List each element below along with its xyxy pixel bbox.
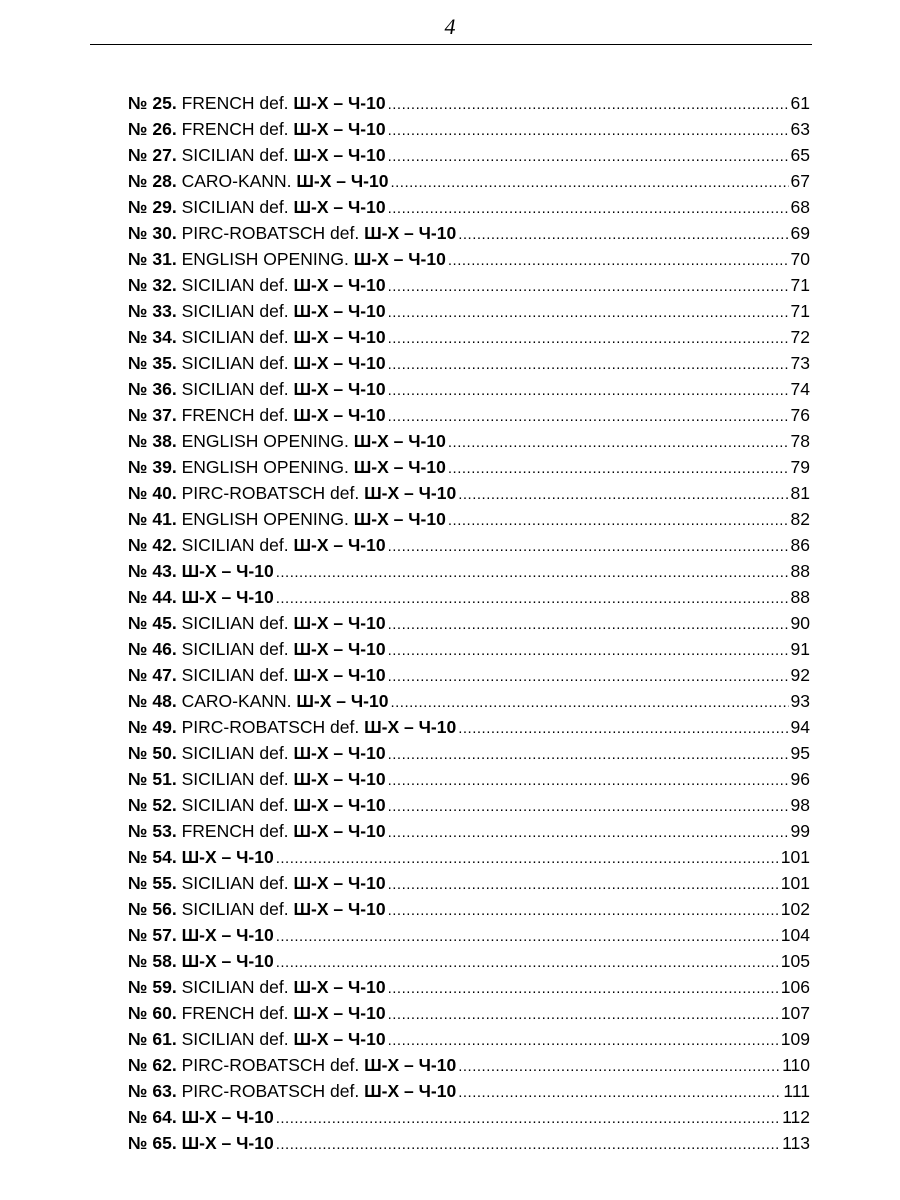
entry-opening: SICILIAN def. (181, 353, 289, 373)
entry-number: № 65. (128, 1133, 177, 1153)
toc-entry (128, 376, 810, 402)
entry-opening: SICILIAN def. (181, 301, 289, 321)
entry-opening: SICILIAN def. (181, 899, 289, 919)
toc-entry (128, 324, 810, 350)
toc-entry (128, 844, 810, 870)
entry-opening: SICILIAN def. (181, 327, 289, 347)
entry-number: № 37. (128, 405, 177, 425)
toc-entry (128, 428, 810, 454)
entry-opening: SICILIAN def. (181, 613, 289, 633)
entry-opening: ENGLISH OPENING. (181, 431, 349, 451)
toc-entry (128, 272, 810, 298)
entry-page: 65 (790, 145, 810, 165)
toc-entry (128, 1052, 810, 1078)
toc-entry (128, 896, 810, 922)
entry-page: 78 (790, 431, 810, 451)
entry-opening: SICILIAN def. (181, 769, 289, 789)
entry-opening: PIRC-ROBATSCH def. (181, 483, 360, 503)
dot-leader (458, 716, 788, 742)
header-rule (90, 44, 812, 45)
entry-opening: ENGLISH OPENING. (181, 509, 349, 529)
page-number: 4 (444, 14, 456, 39)
entry-page: 88 (790, 587, 810, 607)
entry-code: Ш-Х – Ч-10 (293, 327, 386, 347)
entry-code: Ш-Х – Ч-10 (293, 665, 386, 685)
toc-entry (128, 766, 810, 792)
entry-number: № 29. (128, 197, 177, 217)
entry-number: № 64. (128, 1107, 177, 1127)
dot-leader (388, 976, 779, 1002)
entry-code: Ш-Х – Ч-10 (293, 93, 386, 113)
entry-opening: FRENCH def. (181, 821, 289, 841)
dot-leader (458, 222, 788, 248)
dot-leader (388, 742, 789, 768)
entry-code: Ш-Х – Ч-10 (293, 535, 386, 555)
entry-code: Ш-Х – Ч-10 (293, 1003, 386, 1023)
entry-number: № 33. (128, 301, 177, 321)
entry-page: 69 (790, 223, 810, 243)
entry-page: 107 (780, 1003, 810, 1023)
entry-page: 71 (790, 275, 810, 295)
dot-leader (276, 846, 779, 872)
dot-leader (390, 690, 788, 716)
toc-entry (128, 220, 810, 246)
dot-leader (388, 664, 789, 690)
entry-number: № 31. (128, 249, 177, 269)
entry-page: 91 (790, 639, 810, 659)
toc-entry (128, 740, 810, 766)
entry-code: Ш-Х – Ч-10 (293, 197, 386, 217)
entry-number: № 57. (128, 925, 177, 945)
entry-code: Ш-Х – Ч-10 (293, 873, 386, 893)
toc-entry (128, 558, 810, 584)
toc-entry (128, 818, 810, 844)
entry-opening: SICILIAN def. (181, 275, 289, 295)
entry-opening: PIRC-ROBATSCH def. (181, 1055, 360, 1075)
entry-code: Ш-Х – Ч-10 (181, 951, 274, 971)
entry-number: № 39. (128, 457, 177, 477)
entry-number: № 58. (128, 951, 177, 971)
entry-number: № 61. (128, 1029, 177, 1049)
entry-page: 105 (780, 951, 810, 971)
dot-leader (388, 820, 789, 846)
entry-code: Ш-Х – Ч-10 (293, 353, 386, 373)
entry-opening: SICILIAN def. (181, 379, 289, 399)
entry-number: № 51. (128, 769, 177, 789)
entry-code: Ш-Х – Ч-10 (293, 613, 386, 633)
entry-code: Ш-Х – Ч-10 (181, 925, 274, 945)
entry-number: № 45. (128, 613, 177, 633)
entry-page: 90 (790, 613, 810, 633)
entry-number: № 48. (128, 691, 177, 711)
entry-page: 106 (780, 977, 810, 997)
entry-opening: SICILIAN def. (181, 145, 289, 165)
entry-code: Ш-Х – Ч-10 (353, 431, 446, 451)
entry-code: Ш-Х – Ч-10 (364, 1081, 457, 1101)
entry-number: № 53. (128, 821, 177, 841)
entry-number: № 52. (128, 795, 177, 815)
dot-leader (388, 612, 789, 638)
entry-code: Ш-Х – Ч-10 (293, 301, 386, 321)
entry-page: 110 (782, 1055, 810, 1075)
entry-code: Ш-Х – Ч-10 (353, 457, 446, 477)
entry-page: 109 (780, 1029, 810, 1049)
dot-leader (448, 508, 789, 534)
toc-entry (128, 636, 810, 662)
dot-leader (388, 118, 789, 144)
toc-entry (128, 506, 810, 532)
dot-leader (276, 924, 779, 950)
entry-page: 76 (790, 405, 810, 425)
toc-entry (128, 792, 810, 818)
toc-entry (128, 584, 810, 610)
entry-number: № 25. (128, 93, 177, 113)
dot-leader (448, 456, 789, 482)
entry-number: № 44. (128, 587, 177, 607)
toc-entry (128, 116, 810, 142)
entry-opening: FRENCH def. (181, 119, 289, 139)
toc-entry (128, 1026, 810, 1052)
dot-leader (276, 586, 789, 612)
toc-entry (128, 480, 810, 506)
toc-entry (128, 90, 810, 116)
entry-opening: CARO-KANN. (181, 171, 292, 191)
entry-number: № 32. (128, 275, 177, 295)
dot-leader (388, 378, 789, 404)
entry-code: Ш-Х – Ч-10 (364, 717, 457, 737)
toc-entry (128, 610, 810, 636)
entry-page: 79 (790, 457, 810, 477)
toc-entry (128, 974, 810, 1000)
entry-number: № 35. (128, 353, 177, 373)
entry-code: Ш-Х – Ч-10 (353, 249, 446, 269)
dot-leader (388, 1002, 779, 1028)
dot-leader (388, 1028, 779, 1054)
toc-entry (128, 168, 810, 194)
entry-code: Ш-Х – Ч-10 (293, 275, 386, 295)
dot-leader (388, 92, 789, 118)
entry-number: № 54. (128, 847, 177, 867)
entry-page: 102 (780, 899, 810, 919)
entry-page: 88 (790, 561, 810, 581)
entry-code: Ш-Х – Ч-10 (364, 223, 457, 243)
entry-page: 71 (790, 301, 810, 321)
toc-entry (128, 298, 810, 324)
entry-code: Ш-Х – Ч-10 (293, 119, 386, 139)
dot-leader (388, 326, 789, 352)
dot-leader (388, 144, 789, 170)
entry-page: 113 (782, 1133, 810, 1153)
toc-entry (128, 948, 810, 974)
toc-entry (128, 662, 810, 688)
entry-opening: FRENCH def. (181, 1003, 289, 1023)
entry-page: 99 (790, 821, 810, 841)
entry-opening: FRENCH def. (181, 93, 289, 113)
entry-page: 111 (783, 1081, 810, 1101)
entry-page: 96 (790, 769, 810, 789)
table-of-contents (128, 90, 810, 1156)
toc-entry (128, 870, 810, 896)
entry-page: 112 (782, 1107, 810, 1127)
entry-number: № 49. (128, 717, 177, 737)
entry-page: 86 (790, 535, 810, 555)
dot-leader (448, 248, 789, 274)
entry-page: 70 (790, 249, 810, 269)
entry-opening: SICILIAN def. (181, 665, 289, 685)
entry-number: № 46. (128, 639, 177, 659)
entry-opening: SICILIAN def. (181, 639, 289, 659)
entry-page: 101 (780, 873, 810, 893)
entry-opening: SICILIAN def. (181, 197, 289, 217)
entry-opening: SICILIAN def. (181, 1029, 289, 1049)
entry-page: 72 (790, 327, 810, 347)
entry-code: Ш-Х – Ч-10 (364, 1055, 457, 1075)
dot-leader (388, 352, 789, 378)
entry-opening: CARO-KANN. (181, 691, 292, 711)
entry-code: Ш-Х – Ч-10 (293, 821, 386, 841)
dot-leader (388, 534, 789, 560)
entry-page: 61 (790, 93, 810, 113)
entry-code: Ш-Х – Ч-10 (293, 405, 386, 425)
toc-entry (128, 246, 810, 272)
toc-entry (128, 1130, 810, 1156)
dot-leader (448, 430, 789, 456)
dot-leader (276, 1106, 780, 1132)
entry-code: Ш-Х – Ч-10 (293, 1029, 386, 1049)
entry-code: Ш-Х – Ч-10 (364, 483, 457, 503)
toc-entry (128, 922, 810, 948)
toc-entry (128, 714, 810, 740)
toc-entry (128, 688, 810, 714)
entry-number: № 63. (128, 1081, 177, 1101)
entry-opening: SICILIAN def. (181, 743, 289, 763)
entry-code: Ш-Х – Ч-10 (293, 899, 386, 919)
dot-leader (458, 1054, 780, 1080)
toc-entry (128, 194, 810, 220)
entry-page: 94 (790, 717, 810, 737)
dot-leader (276, 560, 789, 586)
dot-leader (276, 1132, 780, 1158)
entry-number: № 62. (128, 1055, 177, 1075)
entry-number: № 27. (128, 145, 177, 165)
entry-number: № 43. (128, 561, 177, 581)
entry-opening: PIRC-ROBATSCH def. (181, 717, 360, 737)
entry-page: 68 (790, 197, 810, 217)
entry-page: 63 (790, 119, 810, 139)
dot-leader (388, 300, 789, 326)
entry-opening: ENGLISH OPENING. (181, 249, 349, 269)
entry-number: № 59. (128, 977, 177, 997)
entry-page: 98 (790, 795, 810, 815)
toc-entry (128, 1078, 810, 1104)
entry-code: Ш-Х – Ч-10 (296, 691, 389, 711)
toc-entry (128, 1000, 810, 1026)
entry-page: 95 (790, 743, 810, 763)
entry-page: 101 (780, 847, 810, 867)
entry-opening: PIRC-ROBATSCH def. (181, 223, 360, 243)
entry-number: № 60. (128, 1003, 177, 1023)
entry-number: № 36. (128, 379, 177, 399)
entry-page: 73 (790, 353, 810, 373)
entry-number: № 34. (128, 327, 177, 347)
dot-leader (388, 794, 789, 820)
entry-code: Ш-Х – Ч-10 (293, 795, 386, 815)
dot-leader (388, 872, 779, 898)
entry-code: Ш-Х – Ч-10 (181, 1133, 274, 1153)
entry-opening: ENGLISH OPENING. (181, 457, 349, 477)
entry-number: № 28. (128, 171, 177, 191)
entry-number: № 55. (128, 873, 177, 893)
toc-entry (128, 1104, 810, 1130)
entry-opening: SICILIAN def. (181, 873, 289, 893)
entry-code: Ш-Х – Ч-10 (293, 743, 386, 763)
entry-opening: PIRC-ROBATSCH def. (181, 1081, 360, 1101)
toc-entry (128, 402, 810, 428)
entry-number: № 47. (128, 665, 177, 685)
entry-code: Ш-Х – Ч-10 (293, 145, 386, 165)
entry-page: 104 (780, 925, 810, 945)
dot-leader (388, 274, 789, 300)
entry-code: Ш-Х – Ч-10 (181, 587, 274, 607)
dot-leader (390, 170, 788, 196)
entry-code: Ш-Х – Ч-10 (353, 509, 446, 529)
entry-number: № 42. (128, 535, 177, 555)
toc-entry (128, 454, 810, 480)
entry-opening: SICILIAN def. (181, 795, 289, 815)
entry-number: № 56. (128, 899, 177, 919)
dot-leader (388, 196, 789, 222)
entry-page: 82 (790, 509, 810, 529)
entry-code: Ш-Х – Ч-10 (181, 561, 274, 581)
entry-number: № 50. (128, 743, 177, 763)
dot-leader (388, 898, 779, 924)
dot-leader (388, 768, 789, 794)
entry-code: Ш-Х – Ч-10 (296, 171, 389, 191)
entry-number: № 26. (128, 119, 177, 139)
entry-opening: SICILIAN def. (181, 535, 289, 555)
entry-number: № 41. (128, 509, 177, 529)
toc-entry (128, 142, 810, 168)
entry-code: Ш-Х – Ч-10 (293, 977, 386, 997)
dot-leader (458, 482, 788, 508)
entry-code: Ш-Х – Ч-10 (293, 769, 386, 789)
entry-page: 74 (790, 379, 810, 399)
entry-page: 67 (790, 171, 810, 191)
entry-number: № 38. (128, 431, 177, 451)
entry-number: № 40. (128, 483, 177, 503)
toc-entry (128, 532, 810, 558)
entry-page: 81 (790, 483, 810, 503)
entry-opening: FRENCH def. (181, 405, 289, 425)
toc-entry (128, 350, 810, 376)
entry-opening: SICILIAN def. (181, 977, 289, 997)
dot-leader (458, 1080, 781, 1106)
entry-code: Ш-Х – Ч-10 (181, 847, 274, 867)
entry-code: Ш-Х – Ч-10 (293, 379, 386, 399)
entry-page: 92 (790, 665, 810, 685)
entry-number: № 30. (128, 223, 177, 243)
dot-leader (276, 950, 779, 976)
dot-leader (388, 638, 789, 664)
dot-leader (388, 404, 789, 430)
entry-code: Ш-Х – Ч-10 (293, 639, 386, 659)
entry-code: Ш-Х – Ч-10 (181, 1107, 274, 1127)
entry-page: 93 (790, 691, 810, 711)
